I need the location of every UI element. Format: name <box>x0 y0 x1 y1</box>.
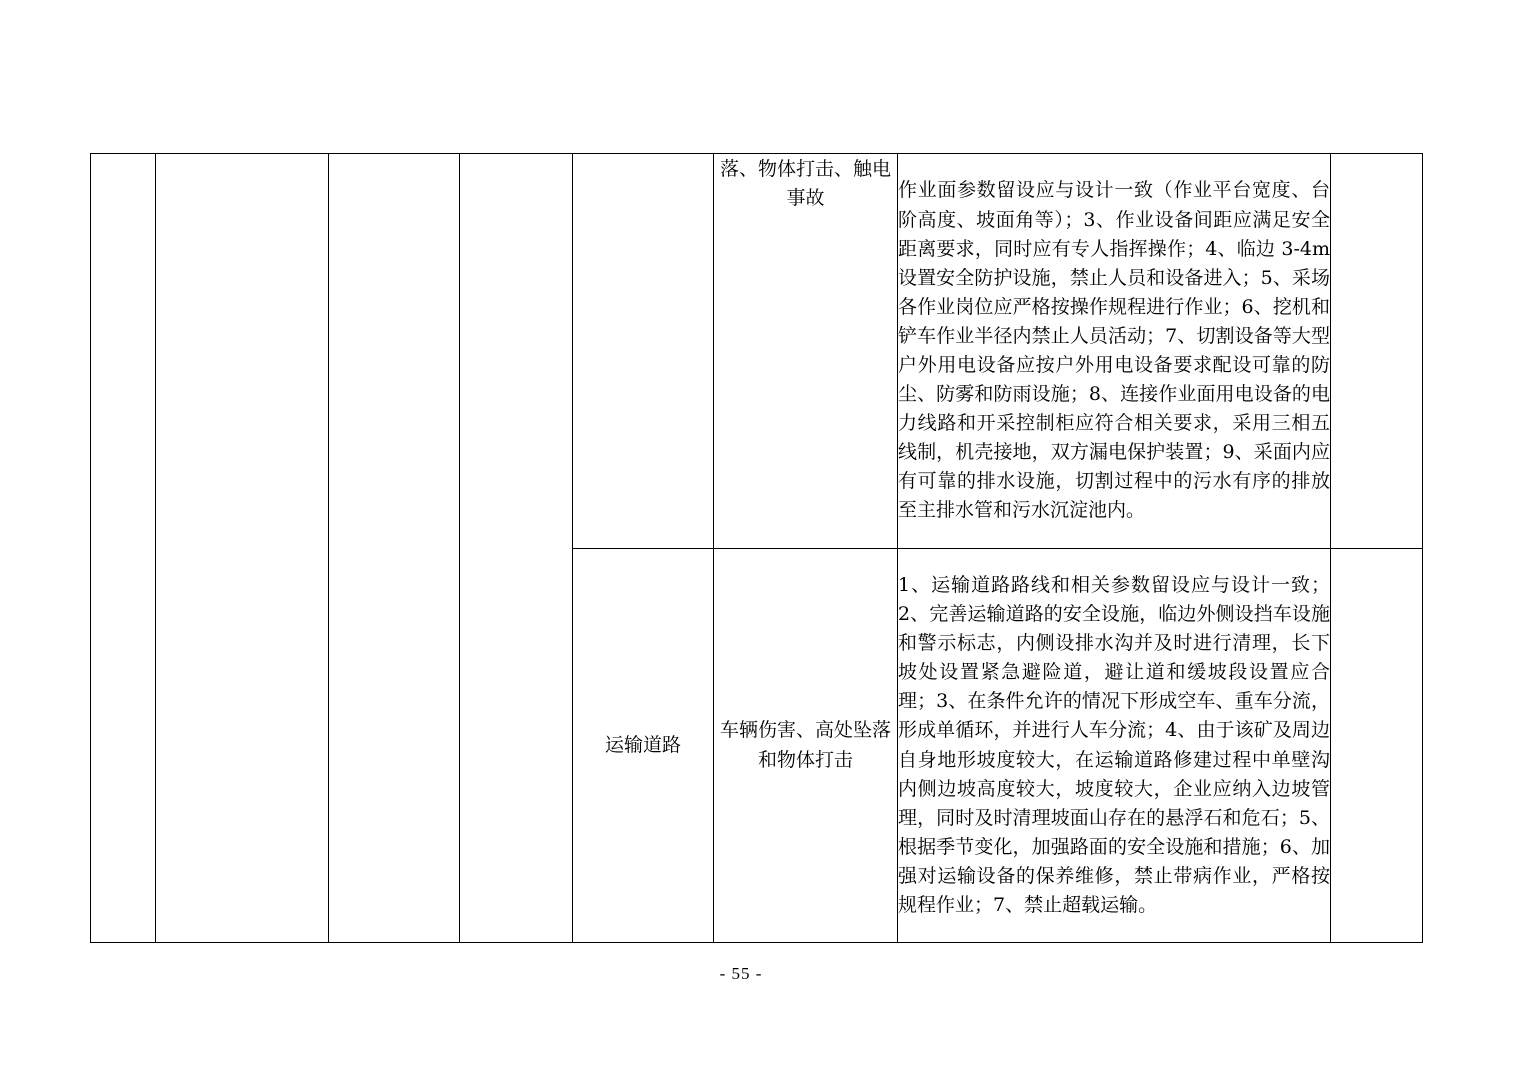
measures-cell: 作业面参数留设应与设计一致（作业平台宽度、台阶高度、坡面角等）；3、作业设备间距应满足安全距离要求，同时应有专人指挥操作；4、临边 3-4m 设置安全防护设施，禁止人员和设备进入；5、采场各作业岗位应严格按操作规程进行作业；6、挖机和铲车作业半径内禁止人员活动；7、切割设备等大型户外用电设备应按户外用电设备要求配设可靠的防尘、防雾和防雨设施；8、连接作业面用电设备的电力线路和开采控制柜应符合相关要求，采用三相五线制，机壳接地，双方漏电保护装置；9、采面内应有可靠的排水设施，切割过程中的污水有序的排放至主排水管和污水沉淀池内。 <box>898 154 1331 549</box>
remarks-cell <box>1331 154 1423 549</box>
area-cell: 运输道路 <box>573 549 714 943</box>
page-number: - 55 - <box>719 964 763 983</box>
table-cell-col2 <box>156 154 329 943</box>
table-cell-col1 <box>91 154 156 943</box>
area-cell <box>573 154 714 549</box>
measures-cell: 1、运输道路路线和相关参数留设应与设计一致；2、完善运输道路的安全设施，临边外侧设挡车设施和警示标志，内侧设排水沟并及时进行清理，长下坡处设置紧急避险道，避让道和缓坡段设置应合理；3、在条件允许的情况下形成空车、重车分流，形成单循环，并进行人车分流；4、由于该矿及周边自身地形坡度较大，在运输道路修建过程中单壁沟内侧边坡高度较大，坡度较大，企业应纳入边坡管理，同时及时清理坡面山存在的悬浮石和危石；5、根据季节变化，加强路面的安全设施和措施；6、加强对运输设备的保养维修，禁止带病作业，严格按规程作业；7、禁止超载运输。 <box>898 549 1331 943</box>
table-row <box>91 154 1423 549</box>
table-cell-col4 <box>460 154 573 943</box>
hazard-cell: 车辆伤害、高处坠落和物体打击 <box>714 549 898 943</box>
remarks-cell <box>1331 549 1423 943</box>
safety-measures-table <box>90 153 1423 943</box>
hazard-cell: 落、物体打击、触电事故 <box>714 154 898 549</box>
table-cell-col3 <box>329 154 460 943</box>
